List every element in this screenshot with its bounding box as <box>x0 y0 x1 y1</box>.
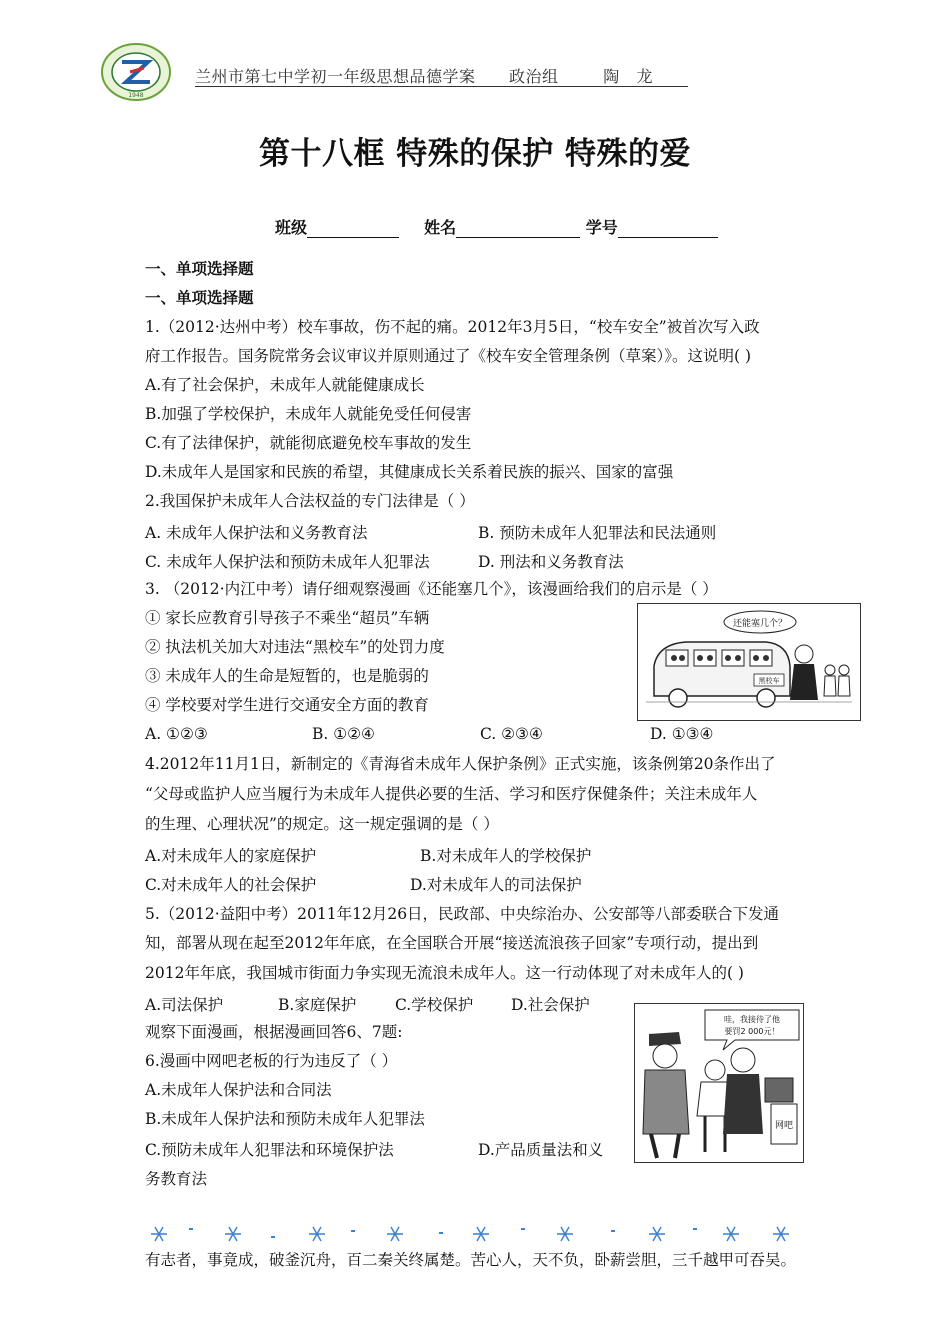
q1-stem-line2: 府工作报告。国务院常务会议审议并原则通过了《校车安全管理条例（草案）》。这说明( ) <box>145 347 752 365</box>
id-blank <box>618 221 718 238</box>
section-heading: 一、单项选择题 <box>145 289 254 307</box>
q1-stem-line1: 1.（2012·达州中考）校车事故，伤不起的痛。2012年3月5日，“校车安全”被首次写入政 <box>145 318 760 336</box>
q3-option-d: D. ①③④ <box>650 725 714 743</box>
q4-option-a: A.对未成年人的家庭保护 <box>145 847 317 865</box>
q3-statement-4: ④ 学校要对学生进行交通安全方面的教育 <box>145 696 429 714</box>
header-rule <box>195 86 688 87</box>
comic-caption: 还能塞几个？ <box>732 619 788 629</box>
class-label: 班级 <box>275 218 308 237</box>
q5-stem-line2: 知，部署从现在起至2012年年底，在全国联合开展“接送流浪孩子回家”专项行动，提出到 <box>145 934 759 952</box>
snowflake-decoration <box>145 1222 805 1248</box>
q5-stem-line1: 5.（2012·益阳中考）2011年12月26日，民政部、中央综治办、公安部等八部委联合下发通 <box>145 905 780 923</box>
school-logo <box>100 42 172 102</box>
q4-stem-line3: 的生理、心理状况”的规定。这一规定强调的是（ ） <box>145 815 499 833</box>
section-heading: 一、单项选择题 <box>145 260 254 278</box>
name-label: 姓名 <box>424 218 457 237</box>
q4-option-c: C.对未成年人的社会保护 <box>145 876 317 894</box>
q3-statement-3: ③ 未成年人的生命是短暂的，也是脆弱的 <box>145 667 429 685</box>
q3-statement-2: ② 执法机关加大对违法“黑校车”的处罚力度 <box>145 638 445 656</box>
footer-motto: 有志者，事竟成，破釜沉舟，百二秦关终属楚。苦心人，天不负，卧薪尝胆，三千越甲可吞吴。 <box>145 1251 797 1269</box>
q3-option-a: A. ①②③ <box>145 725 208 743</box>
q1-option-b: B.加强了学校保护，未成年人就能免受任何侵害 <box>145 405 472 423</box>
class-blank <box>307 221 399 238</box>
q6-option-d: D.产品质量法和义 <box>478 1141 604 1159</box>
q4-option-b: B.对未成年人的学校保护 <box>420 847 592 865</box>
q1-option-d: D.未成年人是国家和民族的希望，其健康成长关系着民族的振兴、国家的富强 <box>145 463 674 481</box>
q6-stem: 6.漫画中网吧老板的行为违反了（ ） <box>145 1052 398 1070</box>
q3-option-b: B. ①②④ <box>312 725 375 743</box>
comic-bubble-line2: 要罚2 000元！ <box>724 1027 780 1036</box>
q2-stem: 2.我国保护未成年人合法权益的专门法律是（ ） <box>145 492 475 510</box>
cafe-sign: 网吧 <box>774 1121 794 1131</box>
student-fields <box>275 215 718 238</box>
q6-option-d-continued: 务教育法 <box>145 1170 208 1188</box>
q67-intro: 观察下面漫画，根据漫画回答6、7题: <box>145 1023 403 1041</box>
q4-stem-line1: 4.2012年11月1日，新制定的《青海省未成年人保护条例》正式实施，该条例第20条作出了 <box>145 755 776 773</box>
q6-option-a: A.未成年人保护法和合同法 <box>145 1081 332 1099</box>
q6-option-c: C.预防未成年人犯罪法和环境保护法 <box>145 1141 394 1159</box>
header-text: 兰州市第七中学初一年级思想品德学案 政治组 陶 龙 <box>195 67 698 86</box>
q2-option-c: C. 未成年人保护法和预防未成年人犯罪法 <box>145 553 430 571</box>
q4-option-d: D.对未成年人的司法保护 <box>410 876 582 894</box>
bus-label: 黑校车 <box>758 677 780 685</box>
q1-option-c: C.有了法律保护，就能彻底避免校车事故的发生 <box>145 434 472 452</box>
q6-option-b: B.未成年人保护法和预防未成年人犯罪法 <box>145 1110 425 1128</box>
comic-bubble-line1: 哇，我接待了他 <box>724 1015 780 1024</box>
page-title: 第十八框 特殊的保护 特殊的爱 <box>258 136 692 172</box>
name-blank <box>456 221 580 238</box>
q1-option-a: A.有了社会保护，未成年人就能健康成长 <box>145 376 425 394</box>
q2-option-d: D. 刑法和义务教育法 <box>478 553 624 571</box>
q2-option-b: B. 预防未成年人犯罪法和民法通则 <box>478 524 717 542</box>
q5-option-c: C.学校保护 <box>395 996 474 1014</box>
q3-stem: 3. （2012·内江中考）请仔细观察漫画《还能塞几个》，该漫画给我们的启示是（ ） <box>145 580 718 598</box>
q4-stem-line2: “父母或监护人应当履行为未成年人提供必要的生活、学习和医疗保健条件；关注未成年人 <box>145 785 758 803</box>
id-label: 学号 <box>585 218 618 237</box>
q5-option-b: B.家庭保护 <box>278 996 357 1014</box>
internet-cafe-comic-image <box>634 1003 804 1163</box>
q2-option-a: A. 未成年人保护法和义务教育法 <box>145 524 368 542</box>
q3-statement-1: ① 家长应教育引导孩子不乘坐“超员”车辆 <box>145 609 430 627</box>
bus-comic-image <box>637 603 861 721</box>
q5-stem-line3: 2012年年底，我国城市街面力争实现无流浪未成年人。这一行动体现了对未成年人的( ) <box>145 964 744 982</box>
q5-option-d: D.社会保护 <box>511 996 590 1014</box>
q5-option-a: A.司法保护 <box>145 996 224 1014</box>
logo-year: 1948 <box>128 92 144 99</box>
q3-option-c: C. ②③④ <box>480 725 543 743</box>
